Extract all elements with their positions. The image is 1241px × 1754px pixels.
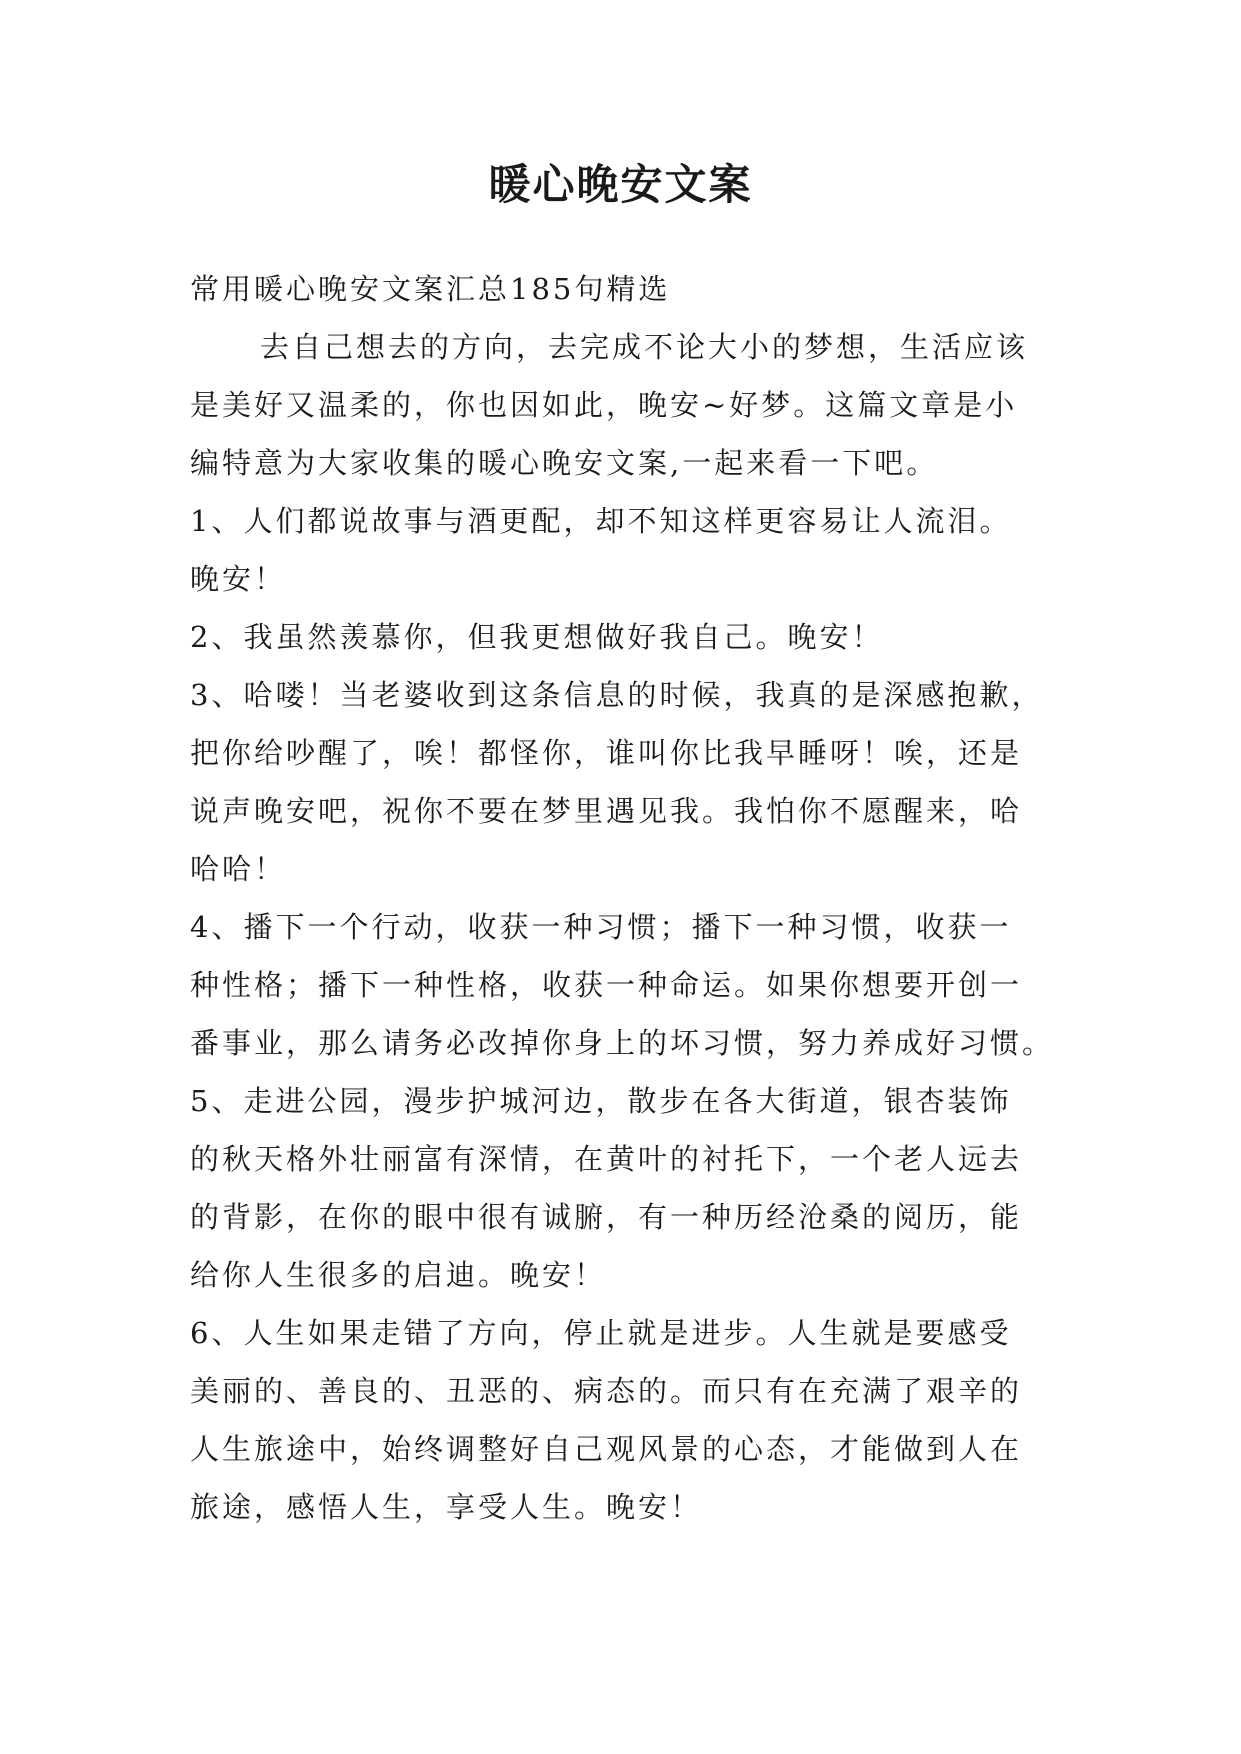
item-5-line: 给你人生很多的启迪。晚安！ [190, 1258, 607, 1292]
item-1-line: 晚安！ [190, 562, 287, 596]
item-2-line: 2、我虽然羡慕你，但我更想做好我自己。晚安！ [190, 620, 884, 654]
item-4-line: 4、播下一个行动，收获一种习惯；播下一种习惯，收获一 [190, 910, 1012, 944]
document-body [190, 260, 1055, 1536]
item-3-line: 把你给吵醒了，唉！都怪你，谁叫你比我早睡呀！唉，还是 [190, 736, 1023, 770]
page-title: 暖心晚安文案 [488, 160, 753, 209]
intro-line: 编特意为大家收集的暖心晚安文案,一起来看一下吧。 [190, 446, 939, 480]
intro-line: 去自己想去的方向，去完成不论大小的梦想，生活应该 [260, 330, 1029, 364]
item-6-line: 美丽的、善良的、丑恶的、病态的。而只有在充满了艰辛的 [190, 1374, 1023, 1408]
item-6-line: 人生旅途中，始终调整好自己观风景的心态，才能做到人在 [190, 1432, 1023, 1466]
item-6-line: 6、人生如果走错了方向，停止就是进步。人生就是要感受 [190, 1316, 1012, 1350]
item-6-line: 旅途，感悟人生，享受人生。晚安！ [190, 1490, 703, 1524]
item-3-line: 说声晚安吧，祝你不要在梦里遇见我。我怕你不愿醒来，哈 [190, 794, 1023, 828]
item-5-line: 的秋天格外壮丽富有深情，在黄叶的衬托下，一个老人远去 [190, 1142, 1023, 1176]
item-5-line: 5、走进公园，漫步护城河边，散步在各大街道，银杏装饰 [190, 1084, 1012, 1118]
intro-line: 是美好又温柔的，你也因如此，晚安~好梦。这篇文章是小 [190, 388, 1018, 422]
item-4-line: 番事业，那么请务必改掉你身上的坏习惯，努力养成好习惯。 [190, 1026, 1055, 1060]
item-3-line: 3、哈喽！当老婆收到这条信息的时候，我真的是深感抱歉， [190, 678, 1044, 712]
item-5-line: 的背影，在你的眼中很有诚腑，有一种历经沧桑的阅历，能 [190, 1200, 1023, 1234]
item-3-line: 哈哈！ [190, 852, 287, 886]
item-4-line: 种性格；播下一种性格，收获一种命运。如果你想要开创一 [190, 968, 1023, 1002]
item-1-line: 1、人们都说故事与酒更配，却不知这样更容易让人流泪。 [190, 504, 1012, 538]
subtitle-line: 常用暖心晚安文案汇总185句精选 [190, 272, 671, 306]
